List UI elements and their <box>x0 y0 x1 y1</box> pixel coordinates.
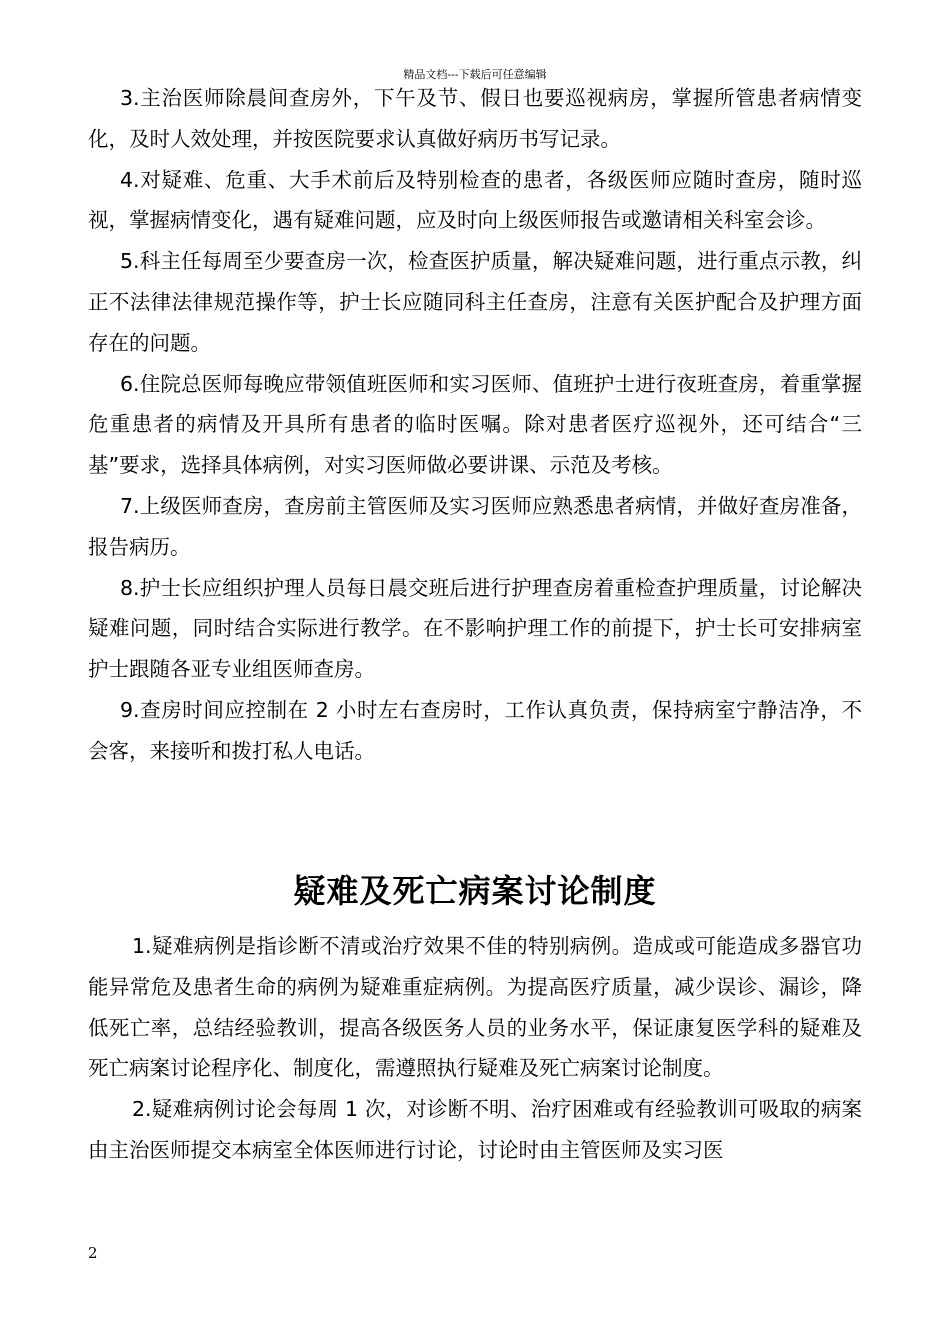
ward-round-rules <box>88 78 862 772</box>
rule-item-8: 8.护士长应组织护理人员每日晨交班后进行护理查房着重检查护理质量，讨论解决疑难问题，同时结合实际进行教学。在不影响护理工作的前提下，护士长可安排病室护士跟随各亚专业组医师查房。 <box>88 575 862 682</box>
rule-item-5: 5.科主任每周至少要查房一次，检查医护质量，解决疑难问题，进行重点示教，纠正不法律法律规范操作等，护士长应随同科主任查房，注意有关医护配合及护理方面存在的问题。 <box>88 249 862 355</box>
page-header-note: 精品文档---下载后可任意编辑 <box>403 68 547 81</box>
discussion-item-1: 1.疑难病例是指诊断不清或治疗效果不佳的特别病例。造成或可能造成多器官功能异常危及患者生命的病例为疑难重症病例。为提高医疗质量，减少误诊、漏诊，降低死亡率，总结经验教训，提高各级医务人员的业务水平，保证康复医学科的疑难及死亡病案讨论程序化、制度化，需遵照执行疑难及死亡病案讨论制度。 <box>88 934 862 1081</box>
page-number: 2 <box>88 1244 98 1262</box>
rule-item-3: 3.主治医师除晨间查房外，下午及节、假日也要巡视病房，掌握所管患者病情变化，及时人效处理，并按医院要求认真做好病历书写记录。 <box>88 86 862 151</box>
case-discussion-rules <box>88 926 862 1171</box>
rule-item-6: 6.住院总医师每晚应带领值班医师和实习医师、值班护士进行夜班查房，着重掌握危重患者的病情及开具所有患者的临时医嘱。除对患者医疗巡视外，还可结合“三基”要求，选择具体病例，对实习医师做必要讲课、示范及考核。 <box>88 371 862 478</box>
section-title: 疑难及死亡病案讨论制度 <box>293 872 657 910</box>
rule-item-4: 4.对疑难、危重、大手术前后及特别检查的患者，各级医师应随时查房，随时巡视，掌握病情变化，遇有疑难问题，应及时向上级医师报告或邀请相关科室会诊。 <box>88 167 862 233</box>
rule-item-9: 9.查房时间应控制在 2 小时左右查房时，工作认真负责，保持病室宁静洁净，不会客，来接听和拨打私人电话。 <box>88 697 862 763</box>
rule-item-7: 7.上级医师查房，查房前主管医师及实习医师应熟悉患者病情，并做好查房准备，报告病历。 <box>88 493 862 559</box>
discussion-item-2: 2.疑难病例讨论会每周 1 次，对诊断不明、治疗困难或有经验教训可吸取的病案由主治医师提交本病室全体医师进行讨论，讨论时由主管医师及实习医 <box>88 1097 862 1162</box>
